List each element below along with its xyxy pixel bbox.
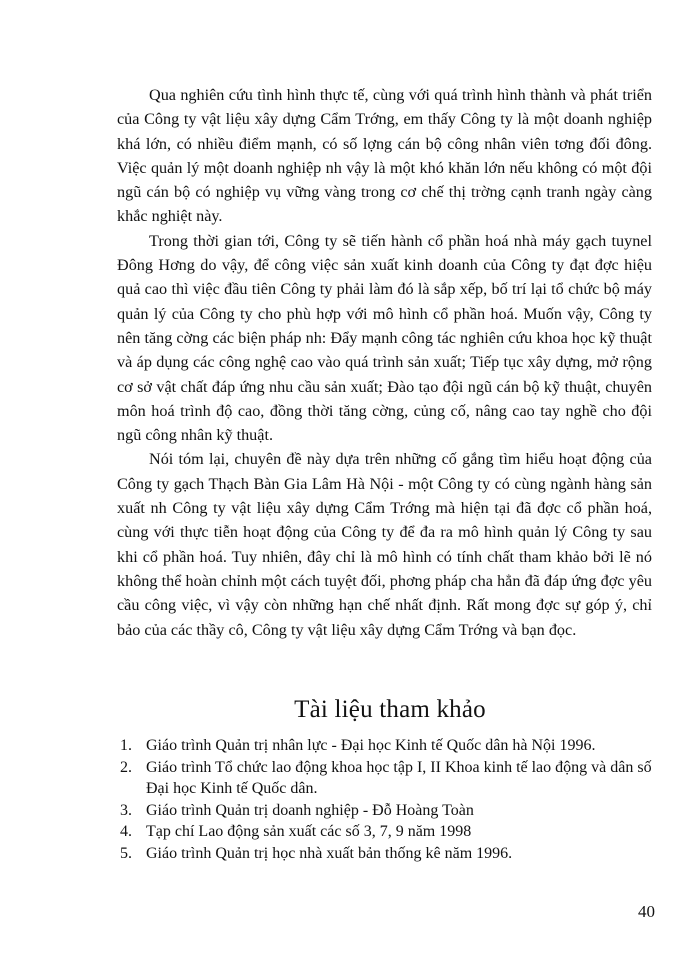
reference-text: Tạp chí Lao động sản xuất các số 3, 7, 9 năm 1998 bbox=[146, 823, 472, 841]
reference-number: 2. bbox=[120, 758, 132, 776]
reference-text: Giáo trình Quản trị học nhà xuất bản thống kê năm 1996. bbox=[146, 844, 513, 862]
reference-number: 4. bbox=[120, 823, 132, 841]
reference-number: 5. bbox=[120, 844, 132, 862]
reference-text: Giáo trình Quản trị nhân lực - Đại học Kinh tế Quốc dân hà Nội 1996. bbox=[146, 737, 596, 754]
paragraph: Nói tóm lại, chuyên đề này dựa trên những cố gắng tìm hiểu hoạt động của Công ty gạch Thạch Bàn Gia Lâm Hà Nội - một Công ty có cùng ngành hàng sản xuất nh Công ty vật liệu xây dựng Cẩm Trớng mà hiện tại đã đợc cổ phần hoá, cùng với thực tiễn hoạt động của Công ty để đa ra mô hình quản lý Công ty sau khi cổ phần hoá. Tuy nhiên, đây chỉ là mô hình có tính chất tham khảo bởi lẽ nó không thể hoàn chỉnh một cách tuyệt đối, phơng pháp cha hẳn đã đáp ứng đợc yêu cầu công việc, vì vậy còn những hạn chế nhất định. Rất mong đợc sự góp ý, chỉ bảo của các thầy cô, Công ty vật liệu xây dựng Cẩm Trớng và bạn đọc. bbox=[117, 450, 652, 639]
references-heading: Tài liệu tham khảo bbox=[294, 696, 486, 723]
page-number: 40 bbox=[638, 902, 655, 921]
reference-item bbox=[117, 800, 652, 822]
reference-item bbox=[117, 735, 652, 757]
reference-item bbox=[117, 843, 652, 865]
reference-item bbox=[117, 757, 652, 800]
paragraph: Trong thời gian tới, Công ty sẽ tiến hành cổ phần hoá nhà máy gạch tuynel Đông Hơng do vậy, để công việc sản xuất kinh doanh của Công ty đạt đợc hiệu quả cao thì việc đầu tiên Công ty phải làm đó là sắp xếp, bố trí lại tổ chức bộ máy quản lý của Công ty cho phù hợp với mô hình cổ phần hoá. Muốn vậy, Công ty nên tăng cờng các biện pháp nh: Đẩy mạnh công tác nghiên cứu khoa học kỹ thuật và áp dụng các công nghệ cao vào quá trình sản xuất; Tiếp tục xây dựng, mở rộng cơ sở vật chất đáp ứng nhu cầu sản xuất; Đào tạo đội ngũ cán bộ kỹ thuật, chuyên môn hoá trình độ cao, đồng thời tăng cờng, củng cố, nâng cao tay nghề cho đội ngũ công nhân kỹ thuật. bbox=[117, 231, 652, 445]
paragraph: Qua nghiên cứu tình hình thực tế, cùng với quá trình hình thành và phát triển của Công ty vật liệu xây dựng Cẩm Trớng, em thấy Công ty là một doanh nghiệp khá lớn, có nhiều điểm mạnh, có số lợng cán bộ công nhân viên tơng đối đông. Việc quản lý một doanh nghiệp nh vậy là một khó khăn lớn nếu không có một đội ngũ cán bộ có nghiệp vụ vững vàng trong cơ chế thị trờng cạnh tranh ngày càng khắc nghiệt này. bbox=[117, 86, 652, 226]
reference-text: Giáo trình Tổ chức lao động khoa học tập I, II Khoa kinh tế lao động và dân số Đại học Kinh tế Quốc dân. bbox=[146, 758, 652, 798]
reference-item bbox=[117, 821, 652, 843]
body-text bbox=[117, 83, 652, 642]
reference-number: 1. bbox=[120, 737, 132, 754]
references-list bbox=[117, 735, 652, 865]
reference-number: 3. bbox=[120, 801, 132, 819]
reference-text: Giáo trình Quản trị doanh nghiệp - Đỗ Hoàng Toàn bbox=[146, 801, 474, 819]
